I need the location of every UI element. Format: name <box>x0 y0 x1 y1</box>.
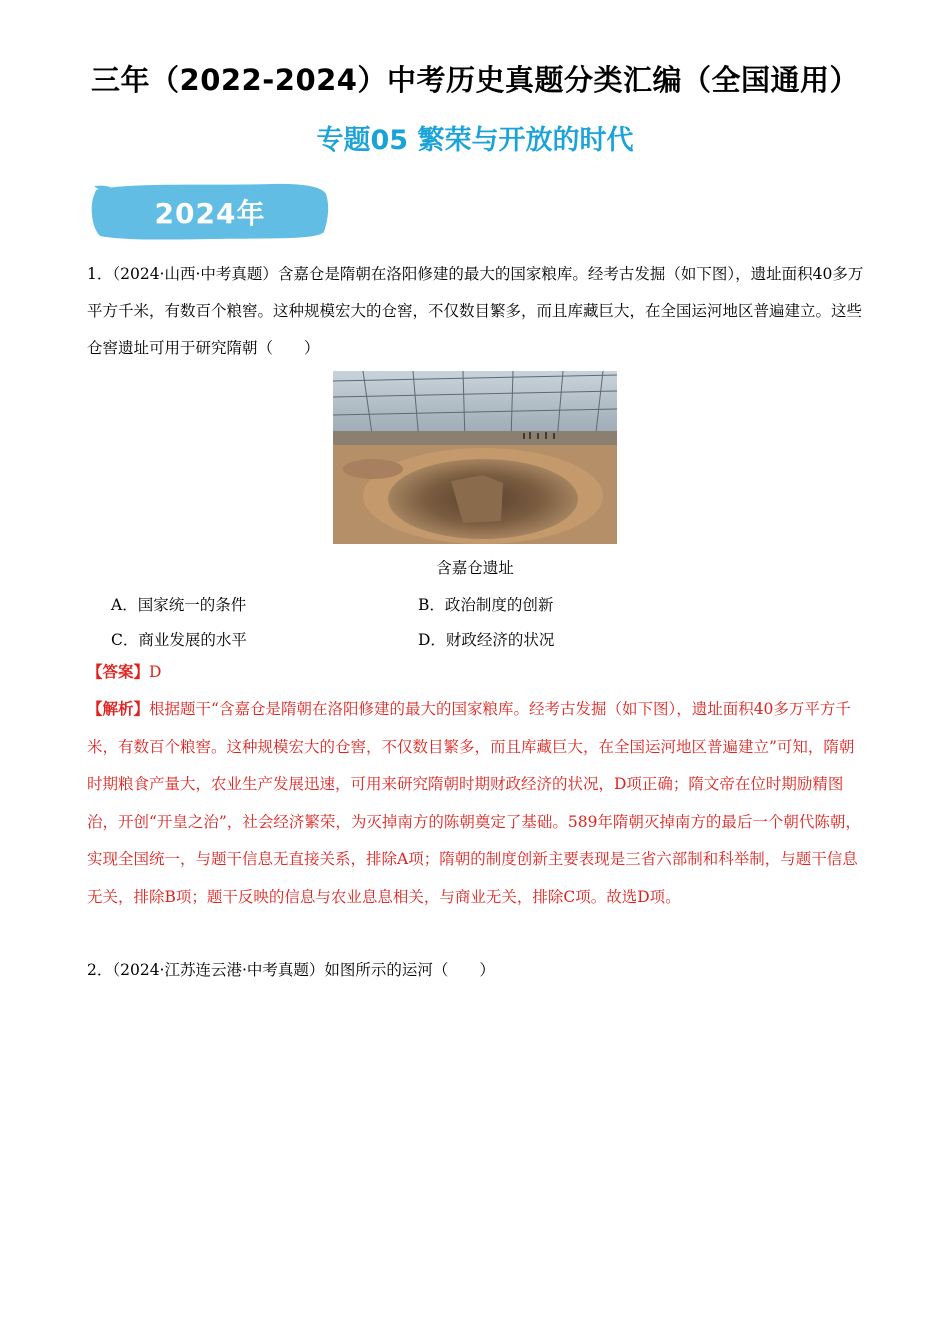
hanjia-granary-site-photo <box>333 371 617 544</box>
option-d[interactable]: D．财政经济的状况 <box>418 631 555 649</box>
option-b[interactable]: B．政治制度的创新 <box>418 596 554 614</box>
answer-line <box>87 660 161 682</box>
image-caption: 含嘉仓遗址 <box>436 559 514 577</box>
answer-label: 【答案】 <box>87 662 150 681</box>
analysis-text: 根据题干“含嘉仓是隋朝在洛阳修建的最大的国家粮库。经考古发掘（如下图），遗址面积40多万平方千米，有数百个粮窖。这种规模宏大的仓窖，不仅数目繁多，而且库藏巨大，在全国运河地区普遍建立”可知，隋朝时期粮食产量大，农业生产发展迅速，可用来研究隋朝时期财政经济的状况，D项正确；隋文帝在位时期励精图治，开创“开皇之治”，社会经济繁荣，为灭掉南方的陈朝奠定了基础。589年隋朝灭掉南方的最后一个朝代陈朝，实现全国统一，与题干信息无直接关系，排除A项；隋朝的制度创新主要表现是三省六部制和科举制，与题干信息无关，排除B项；题干反映的信息与农业息息相关，与商业无关，排除C项。故选D项。 <box>87 700 861 906</box>
analysis-block <box>87 690 867 916</box>
answer-value: D <box>149 663 162 681</box>
year-label: 2024年 <box>154 197 266 230</box>
option-a[interactable]: A．国家统一的条件 <box>111 596 247 614</box>
document-title: 三年（2022-2024）中考历史真题分类汇编（全国通用） <box>91 63 859 97</box>
analysis-label: 【解析】 <box>87 699 150 718</box>
question-2-text: 2．（2024·江苏连云港·中考真题）如图所示的运河（ ） <box>87 961 495 979</box>
option-c[interactable]: C．商业发展的水平 <box>111 631 247 649</box>
topic-subtitle: 专题05 繁荣与开放的时代 <box>316 125 634 156</box>
year-badge <box>90 180 330 242</box>
question-1-text: 1．（2024·山西·中考真题）含嘉仓是隋朝在洛阳修建的最大的国家粮库。经考古发掘（如下图），遗址面积40多万平方千米，有数百个粮窖。这种规模宏大的仓窖，不仅数目繁多，而且库藏巨大，在全国运河地区普遍建立。这些仓窖遗址可用于研究隋朝（ ） <box>87 265 864 357</box>
